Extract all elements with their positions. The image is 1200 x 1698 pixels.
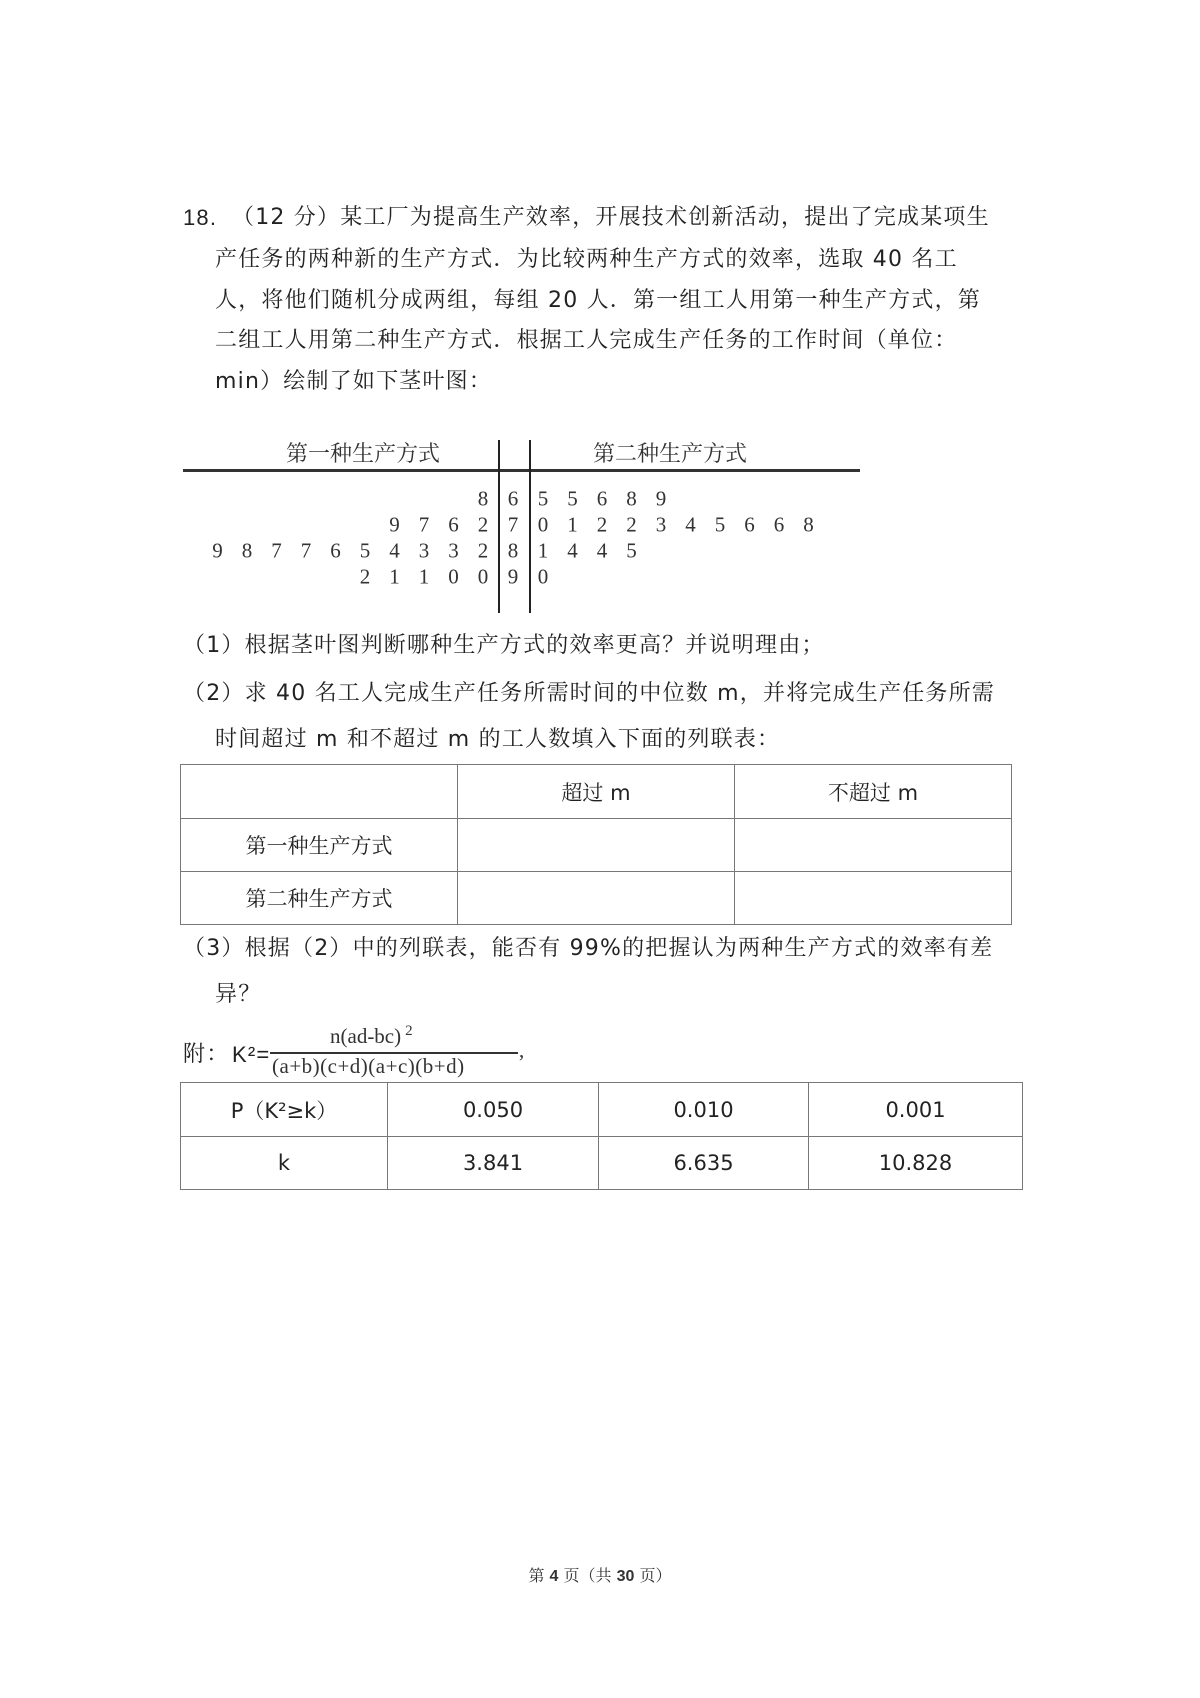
critical-values-cell: 10.828 xyxy=(809,1137,1023,1190)
left-leaf: 7 xyxy=(271,538,282,563)
question-line-4: 二组工人用第二种生产方式．根据工人完成生产任务的工作时间（单位： xyxy=(215,328,958,353)
stem-leaf-header-rule xyxy=(183,469,860,472)
left-leaf: 0 xyxy=(448,564,459,589)
stem-value: 6 xyxy=(507,486,519,511)
contingency-row xyxy=(181,872,1012,925)
formula-prefix: 附： xyxy=(183,1042,230,1067)
right-leaf: 5 xyxy=(567,486,578,511)
stem-leaf-left-divider xyxy=(498,440,500,613)
footer-page-number: 4 xyxy=(549,1568,559,1585)
contingency-cell[interactable] xyxy=(458,819,735,872)
right-leaf: 4 xyxy=(685,512,696,537)
left-leaf: 8 xyxy=(241,538,253,563)
contingency-row-label: 第二种生产方式 xyxy=(181,872,458,925)
critical-values-cell: 0.001 xyxy=(809,1083,1023,1137)
left-leaf: 2 xyxy=(477,512,489,537)
right-leaf: 6 xyxy=(596,486,608,511)
question-line-5: min）绘制了如下茎叶图： xyxy=(215,369,493,394)
right-leaf: 5 xyxy=(626,538,637,563)
left-leaf: 6 xyxy=(330,538,341,563)
formula-lhs: K²= xyxy=(232,1042,271,1067)
critical-values-row xyxy=(181,1083,1023,1137)
stem-leaf-right-header: 第二种生产方式 xyxy=(592,442,748,467)
right-leaf: 3 xyxy=(655,512,667,537)
footer-middle: 页（共 xyxy=(563,1566,612,1585)
left-leaf: 5 xyxy=(359,538,371,563)
right-leaf: 2 xyxy=(626,512,637,537)
right-leaf: 8 xyxy=(803,512,814,537)
contingency-header-cell: 不超过 m xyxy=(735,765,1012,819)
question-line-2: 产任务的两种新的生产方式．为比较两种生产方式的效率，选取 40 名工 xyxy=(215,247,958,272)
contingency-row xyxy=(181,819,1012,872)
critical-values-table xyxy=(180,1082,1023,1190)
left-leaf: 3 xyxy=(448,538,459,563)
question-line-1: （12 分）某工厂为提高生产效率，开展技术创新活动，提出了完成某项生 xyxy=(232,205,990,230)
formula-numerator-text: n(ad-bc) xyxy=(330,1024,402,1048)
right-leaf: 5 xyxy=(537,486,549,511)
left-leaf: 1 xyxy=(418,564,430,589)
left-leaf: 9 xyxy=(389,512,400,537)
right-leaf: 4 xyxy=(596,538,608,563)
left-leaf: 3 xyxy=(418,538,430,563)
stem-value: 8 xyxy=(507,538,519,563)
contingency-header-cell: 超过 m xyxy=(458,765,735,819)
right-leaf: 6 xyxy=(744,512,755,537)
question-line-3: 人，将他们随机分成两组，每组 20 人．第一组工人用第一种生产方式，第 xyxy=(215,288,981,313)
contingency-cell[interactable] xyxy=(458,872,735,925)
formula-exponent: 2 xyxy=(405,1023,413,1039)
footer-suffix: 页） xyxy=(639,1566,672,1585)
part-1: （1）根据茎叶图判断哪种生产方式的效率更高？并说明理由； xyxy=(183,633,825,658)
question-number: 18. xyxy=(183,205,218,230)
contingency-cell[interactable] xyxy=(735,872,1012,925)
left-leaf: 6 xyxy=(448,512,459,537)
contingency-header-row xyxy=(181,765,1012,819)
stem-value: 7 xyxy=(507,512,519,537)
left-leaf: 2 xyxy=(477,538,489,563)
critical-values-cell: 0.050 xyxy=(388,1083,599,1137)
right-leaf: 8 xyxy=(626,486,637,511)
left-leaf: 2 xyxy=(359,564,371,589)
formula-denominator: (a+b)(c+d)(a+c)(b+d) xyxy=(272,1054,465,1078)
stem-value: 9 xyxy=(507,564,519,589)
left-leaf: 7 xyxy=(418,512,430,537)
right-leaf: 6 xyxy=(773,512,785,537)
contingency-row-label: 第一种生产方式 xyxy=(181,819,458,872)
critical-values-cell: 0.010 xyxy=(599,1083,809,1137)
part-3-line-1: （3）根据（2）中的列联表，能否有 99%的把握认为两种生产方式的效率有差 xyxy=(183,936,994,961)
footer-total-pages: 30 xyxy=(616,1568,635,1585)
formula-numerator xyxy=(330,1023,413,1049)
contingency-table xyxy=(180,764,1012,925)
footer-prefix: 第 xyxy=(528,1566,545,1585)
right-leaf: 0 xyxy=(537,564,549,589)
critical-values-row xyxy=(181,1137,1023,1190)
left-leaf: 0 xyxy=(477,564,489,589)
critical-values-cell: 6.635 xyxy=(599,1137,809,1190)
right-leaf: 5 xyxy=(714,512,726,537)
right-leaf: 9 xyxy=(655,486,667,511)
right-leaf: 2 xyxy=(596,512,608,537)
contingency-cell[interactable] xyxy=(735,819,1012,872)
left-leaf: 4 xyxy=(389,538,400,563)
right-leaf: 1 xyxy=(537,538,549,563)
right-leaf: 4 xyxy=(567,538,578,563)
left-leaf: 9 xyxy=(212,538,223,563)
part-2-line-2: 时间超过 m 和不超过 m 的工人数填入下面的列联表： xyxy=(215,727,781,752)
contingency-header-cell xyxy=(181,765,458,819)
left-leaf: 1 xyxy=(389,564,400,589)
part-2-line-1: （2）求 40 名工人完成生产任务所需时间的中位数 m，并将完成生产任务所需 xyxy=(183,681,996,706)
part-3-line-2: 异？ xyxy=(215,982,262,1007)
left-leaf: 8 xyxy=(477,486,489,511)
formula-suffix: , xyxy=(519,1038,525,1062)
critical-values-cell: 3.841 xyxy=(388,1137,599,1190)
critical-values-label: k xyxy=(181,1137,388,1190)
critical-values-label: P（K²≥k） xyxy=(181,1083,388,1137)
stem-leaf-left-header: 第一种生产方式 xyxy=(285,442,441,467)
page-footer xyxy=(528,1563,671,1586)
stem-leaf-right-divider xyxy=(529,440,531,613)
left-leaf: 7 xyxy=(300,538,312,563)
right-leaf: 1 xyxy=(567,512,578,537)
right-leaf: 0 xyxy=(537,512,549,537)
